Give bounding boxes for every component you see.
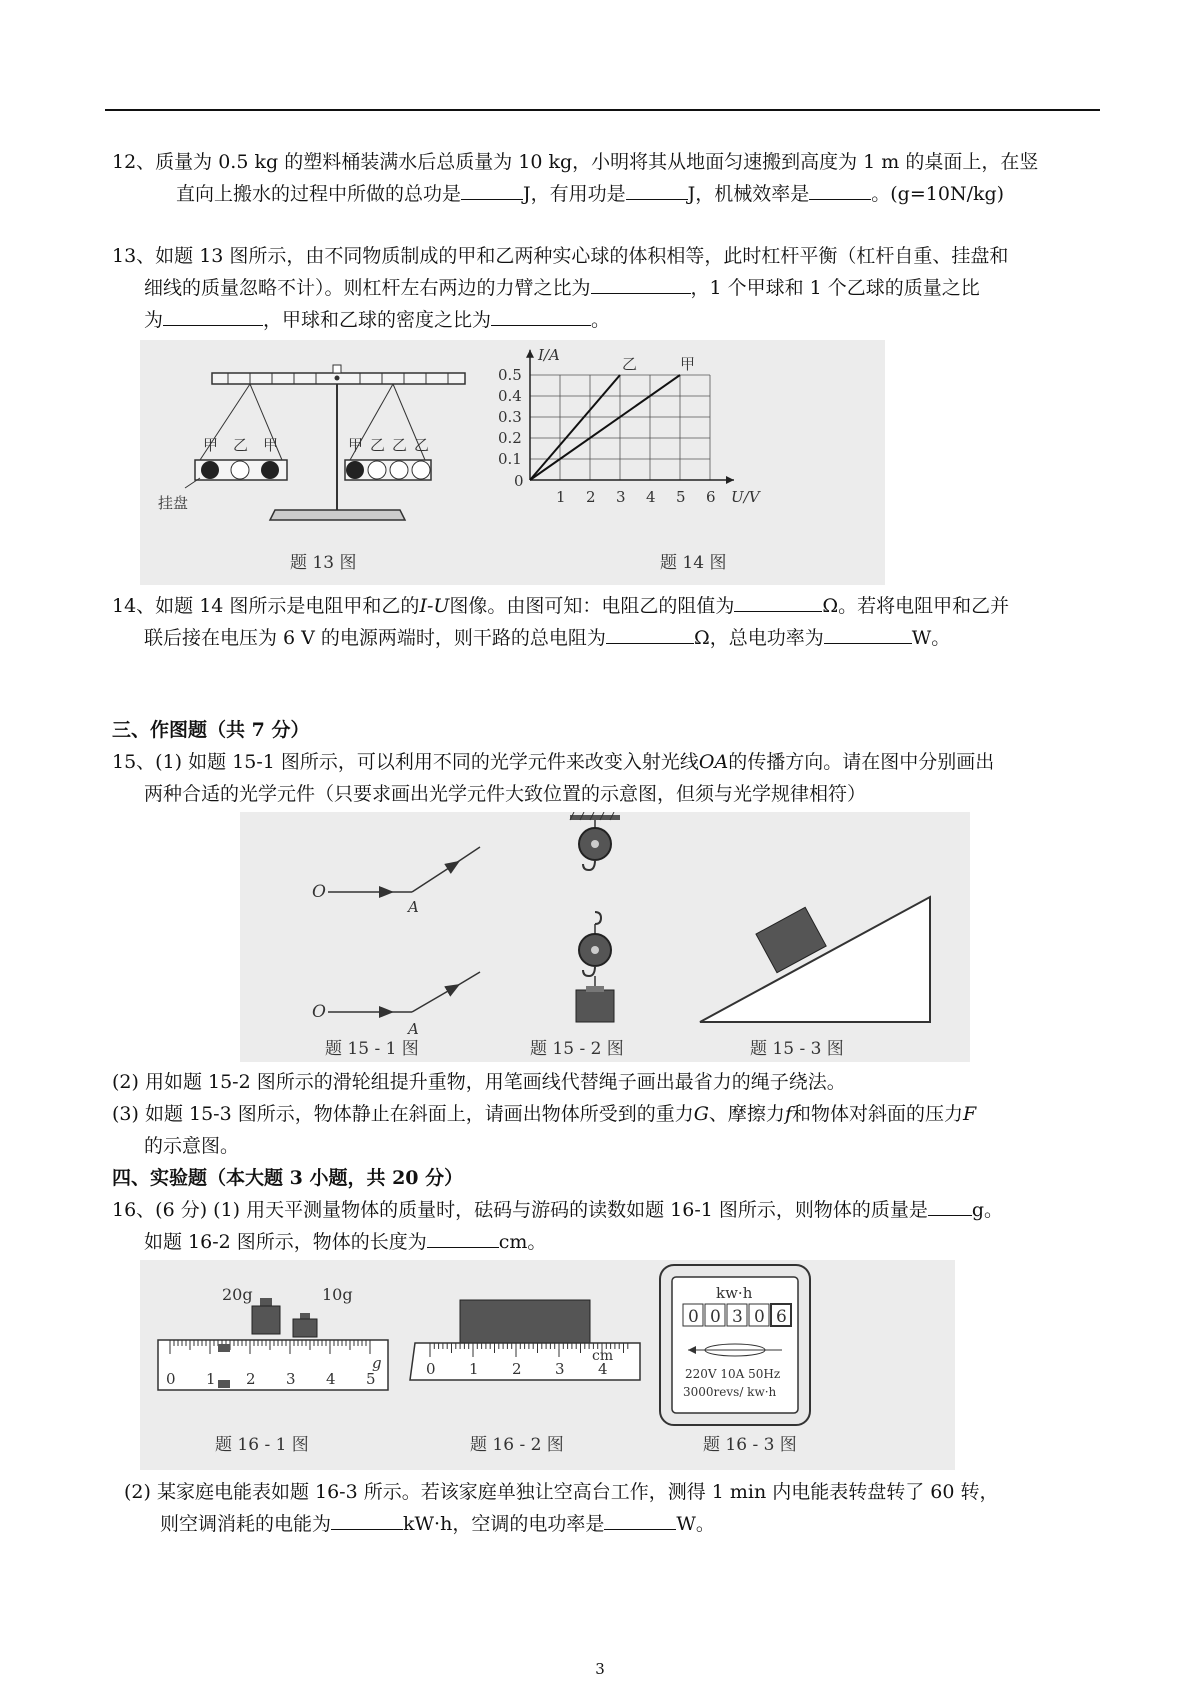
- answer-blank[interactable]: [461, 181, 523, 200]
- ball-jia: [261, 461, 279, 479]
- incline: [700, 897, 930, 1022]
- scale-tick-label: 3: [286, 1370, 296, 1388]
- answer-blank[interactable]: [928, 1197, 972, 1216]
- q16-text: kW·h，空调的电功率是: [403, 1513, 605, 1535]
- figure-13-caption: 题 13 图: [290, 553, 357, 573]
- meter-digit: 0: [754, 1307, 765, 1327]
- q15-part3: 和物体对斜面的压力: [791, 1103, 963, 1125]
- meter-unit: kw·h: [716, 1284, 753, 1302]
- figure-14-caption: 题 14 图: [660, 553, 727, 573]
- figure-15-svg: [240, 812, 970, 1062]
- ruler-tick-label: 0: [426, 1360, 436, 1378]
- q16-text: g。: [971, 1199, 1004, 1221]
- answer-blank[interactable]: [604, 1511, 676, 1530]
- q13-text: 。: [591, 309, 611, 331]
- meter-digits: [683, 1304, 791, 1327]
- q14-text: 14、如题 14 图所示是电阻甲和乙的: [112, 595, 420, 617]
- ball-label: 乙: [233, 436, 249, 454]
- series-label: 乙: [622, 355, 638, 373]
- q16-text: 如题 16-2 图所示，物体的长度为: [144, 1231, 427, 1253]
- q12-text: 直向上搬水的过程中所做的总功是: [176, 183, 462, 205]
- meter-digit: 0: [688, 1307, 699, 1327]
- y-tick-label: 0.2: [498, 429, 522, 447]
- q15-text: 15、(1) 如题 15-1 图所示，可以利用不同的光学元件来改变入射光线: [112, 751, 699, 773]
- section-3-heading: 三、作图题（共 7 分）: [112, 719, 310, 741]
- question-12: [112, 146, 1097, 210]
- ruler-tick-label: 4: [598, 1360, 608, 1378]
- x-tick-label: 2: [586, 488, 596, 506]
- scale-unit: g: [372, 1354, 382, 1372]
- figure-15: [240, 812, 970, 1062]
- series-line: [530, 375, 680, 480]
- answer-blank[interactable]: [734, 593, 822, 612]
- y-tick-label: 0.5: [498, 366, 522, 384]
- ball-yi: [368, 461, 386, 479]
- meter-digit: 3: [732, 1307, 743, 1327]
- ball-label: 甲: [203, 436, 219, 454]
- answer-blank[interactable]: [163, 307, 263, 326]
- ball-jia: [346, 461, 364, 479]
- q12-line1: 12、质量为 0.5 kg 的塑料桶装满水后总质量为 10 kg，小明将其从地面匀速搬到高度为 1 m 的桌面上，在竖: [112, 151, 1039, 173]
- q12-text: J，有用功是: [523, 183, 626, 205]
- scale-tick-label: 5: [366, 1370, 376, 1388]
- answer-blank[interactable]: [591, 275, 691, 294]
- ruler-unit: cm: [592, 1348, 614, 1364]
- answer-blank[interactable]: [491, 307, 591, 326]
- question-15: [112, 746, 1097, 810]
- q13-text: 为: [144, 309, 164, 331]
- figure-14-chart: [498, 346, 762, 506]
- question-14: [112, 590, 1097, 654]
- q13-text: ，1 个甲球和 1 个乙球的质量之比: [690, 277, 980, 299]
- x-axis-arrow: [726, 476, 734, 484]
- q15-part2: (2) 用如题 15-2 图所示的滑轮组提升重物，用笔画线代替绳子画出最省力的绳子绕法。: [112, 1071, 846, 1093]
- label-o: O: [312, 882, 326, 902]
- answer-blank[interactable]: [626, 181, 688, 200]
- q15-text: 两种合适的光学元件（只要求画出光学元件大致位置的示意图，但须与光学规律相符）: [144, 783, 867, 805]
- q12-text: 。(g=10N/kg): [871, 183, 1005, 205]
- figure-16: [140, 1260, 955, 1470]
- q15-part3: 、摩擦力: [708, 1103, 785, 1125]
- q14-text: W。: [911, 627, 951, 649]
- origin-label: 0: [514, 472, 524, 490]
- meter-spec: 220V 10A 50Hz: [685, 1367, 781, 1381]
- x-axis-label: U/V: [731, 488, 760, 506]
- ball-label: 乙: [414, 436, 430, 454]
- q16-text: 则空调消耗的电能为: [160, 1513, 332, 1535]
- q15-text: 的传播方向。请在图中分别画出: [728, 751, 995, 773]
- ball-jia: [201, 461, 219, 479]
- y-tick-label: 0.3: [498, 408, 522, 426]
- ball-label: 乙: [370, 436, 386, 454]
- scale-tick-label: 2: [246, 1370, 256, 1388]
- figure-13-svg: [140, 340, 885, 585]
- q12-text: J，机械效率是: [687, 183, 810, 205]
- q16-text: cm。: [498, 1231, 547, 1253]
- y-tick-label: 0.1: [498, 450, 522, 468]
- x-tick-label: 6: [706, 488, 716, 506]
- label-a: A: [408, 898, 419, 916]
- q15-var: G: [693, 1103, 709, 1125]
- q15-part3: (3) 如题 15-3 图所示，物体静止在斜面上，请画出物体所受到的重力: [112, 1103, 694, 1125]
- question-15-parts: [112, 1066, 1097, 1162]
- answer-blank[interactable]: [606, 625, 694, 644]
- question-13: [112, 240, 1097, 336]
- meter-digit: 6: [776, 1307, 787, 1327]
- figure-15-3-caption: 题 15 - 3 图: [750, 1039, 844, 1059]
- q14-text: Ω。若将电阻甲和乙并: [822, 595, 1010, 617]
- q16-text: (2) 某家庭电能表如题 16-3 所示。若该家庭单独让空高台工作，测得 1 min 内电能表转盘转了 60 转，: [124, 1481, 999, 1503]
- y-axis-label: I/A: [538, 345, 560, 364]
- figure-16-1-caption: 题 16 - 1 图: [215, 1435, 309, 1455]
- answer-blank[interactable]: [809, 181, 871, 200]
- q15-var: F: [963, 1103, 977, 1125]
- ball-label: 乙: [392, 436, 408, 454]
- ruler-tick-label: 1: [469, 1360, 479, 1378]
- scale-tick-label: 0: [166, 1370, 176, 1388]
- y-axis-arrow: [526, 350, 534, 358]
- meter-digit: 0: [710, 1307, 721, 1327]
- ball-yi: [390, 461, 408, 479]
- ball-label: 甲: [348, 436, 364, 454]
- q15-var: f: [784, 1103, 792, 1125]
- section-4-heading: 四、实验题（本大题 3 小题，共 20 分）: [112, 1167, 464, 1189]
- figure-15-2-caption: 题 15 - 2 图: [530, 1039, 624, 1059]
- x-tick-label: 3: [616, 488, 626, 506]
- figure-13-14: [140, 340, 885, 585]
- weight-label: 10g: [322, 1285, 353, 1304]
- weight-label: 20g: [222, 1285, 253, 1304]
- answer-blank[interactable]: [331, 1511, 403, 1530]
- ball-label: 甲: [263, 436, 279, 454]
- ball-yi: [412, 461, 430, 479]
- q13-line1: 13、如题 13 图所示，由不同物质制成的甲和乙两种实心球的体积相等，此时杠杆平衡（杠杆自重、挂盘和: [112, 245, 1009, 267]
- question-16-part2: [112, 1476, 1097, 1540]
- x-tick-label: 4: [646, 488, 656, 506]
- q16-text: 16、(6 分) (1) 用天平测量物体的质量时，砝码与游码的读数如题 16-1 图所示，则物体的质量是: [112, 1199, 928, 1221]
- label-o: O: [312, 1002, 326, 1022]
- series-label: 甲: [680, 355, 696, 373]
- page-number: 3: [595, 1660, 605, 1678]
- pan-label: 挂盘: [158, 494, 189, 512]
- label-a: A: [408, 1020, 419, 1038]
- ruler-tick-label: 2: [512, 1360, 522, 1378]
- q14-text: Ω，总电功率为: [693, 627, 824, 649]
- q14-var: I-U: [419, 595, 450, 617]
- x-tick-label: 5: [676, 488, 686, 506]
- question-16: [112, 1194, 1097, 1258]
- q13-text: ，甲球和乙球的密度之比为: [263, 309, 492, 331]
- figure-16-2-caption: 题 16 - 2 图: [470, 1435, 564, 1455]
- figure-16-3-caption: 题 16 - 3 图: [703, 1435, 797, 1455]
- meter-spec: 3000revs/ kw·h: [683, 1385, 777, 1399]
- q15-var: OA: [698, 751, 729, 773]
- ball-yi: [231, 461, 249, 479]
- y-tick-label: 0.4: [498, 387, 522, 405]
- scale-tick-label: 4: [326, 1370, 336, 1388]
- answer-blank[interactable]: [824, 625, 912, 644]
- answer-blank[interactable]: [427, 1229, 499, 1248]
- figure-15-1-caption: 题 15 - 1 图: [325, 1039, 419, 1059]
- x-tick-label: 1: [556, 488, 566, 506]
- q14-text: 图像。由图可知：电阻乙的阻值为: [449, 595, 735, 617]
- q15-part3: 的示意图。: [144, 1135, 240, 1157]
- pulley-system: [570, 812, 620, 1022]
- q13-text: 细线的质量忽略不计）。则杠杆左右两边的力臂之比为: [144, 277, 591, 299]
- q14-text: 联后接在电压为 6 V 的电源两端时，则干路的总电阻为: [144, 627, 606, 649]
- figure-16-svg: [140, 1260, 955, 1470]
- scale-tick-label: 1: [206, 1370, 216, 1388]
- q16-text: W。: [676, 1513, 715, 1535]
- header-rule: [105, 109, 1100, 111]
- ruler-tick-label: 3: [555, 1360, 565, 1378]
